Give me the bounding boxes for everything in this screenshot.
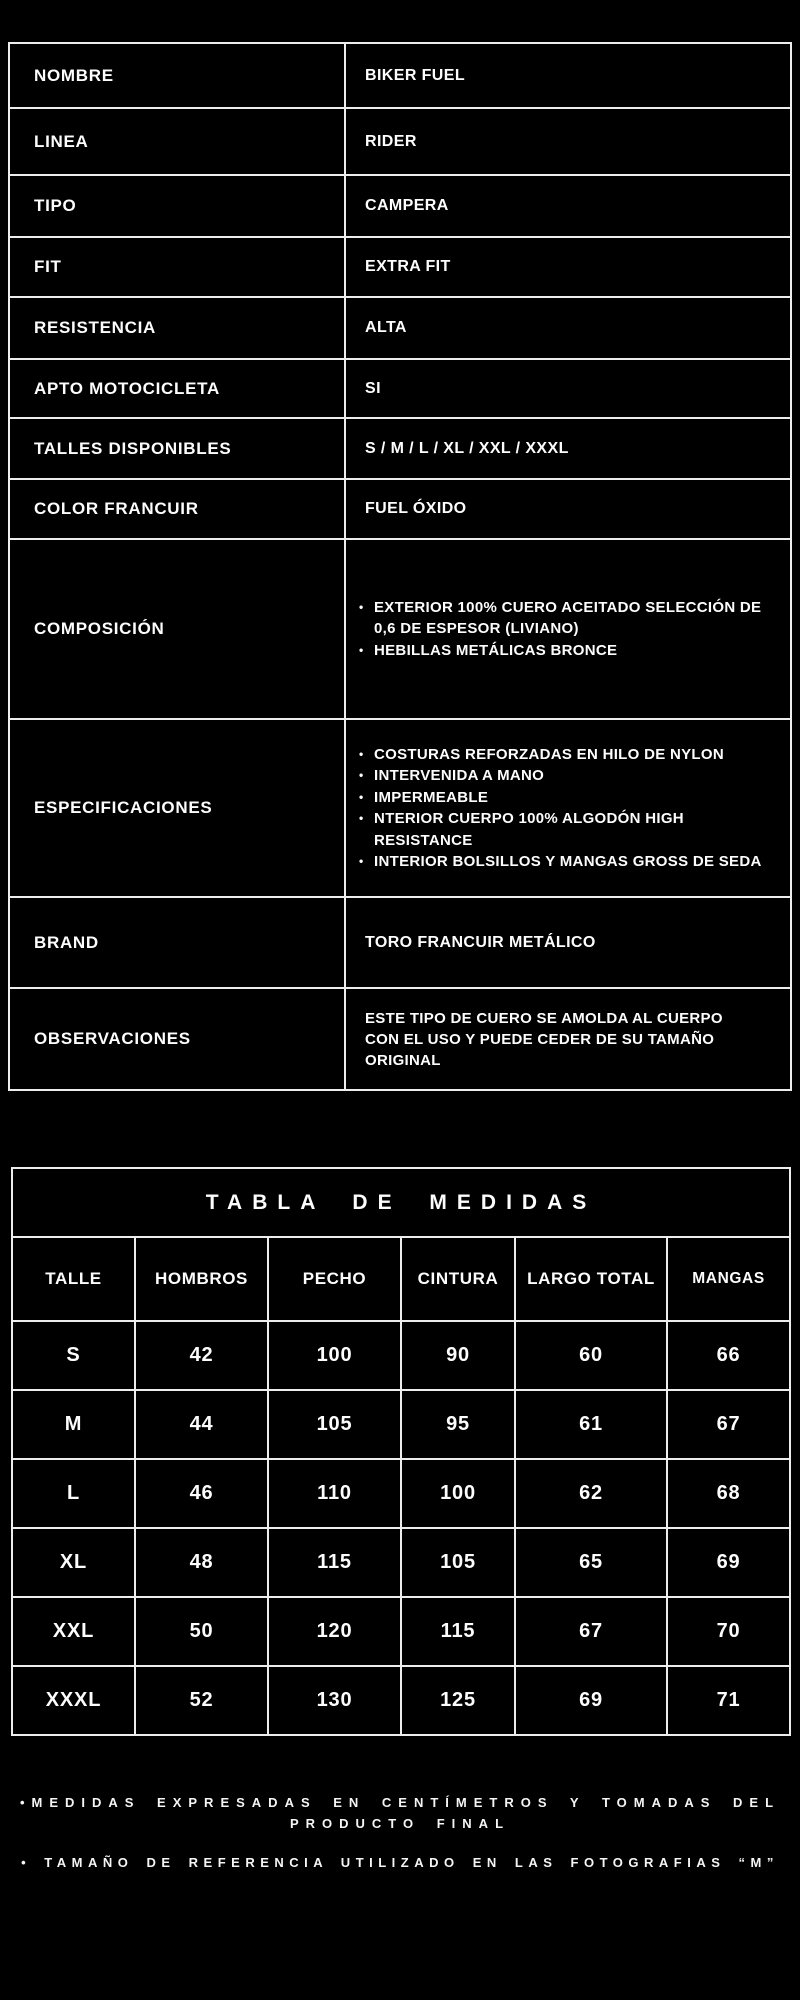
spec-value: CAMPERA (345, 175, 791, 237)
measure-cell: 125 (401, 1666, 515, 1735)
size-chart-title: TABLA DE MEDIDAS (12, 1168, 790, 1237)
bullet-item: • HEBILLAS METÁLICAS BRONCE (358, 640, 776, 662)
spec-value: FUEL ÓXIDO (345, 479, 791, 539)
size-cell: M (12, 1390, 135, 1459)
spec-label: OBSERVACIONES (9, 988, 345, 1090)
measure-cell: 120 (268, 1597, 401, 1666)
composicion-bullet-list (346, 597, 790, 662)
measure-cell: 95 (401, 1390, 515, 1459)
measure-cell: 70 (667, 1597, 790, 1666)
bullet-item: • INTERVENIDA A MANO (358, 765, 776, 787)
size-row-xl (12, 1528, 790, 1597)
column-header-talle: TALLE (12, 1237, 135, 1321)
size-chart-table (11, 1167, 791, 1736)
measure-cell: 105 (401, 1528, 515, 1597)
measure-cell: 105 (268, 1390, 401, 1459)
measure-cell: 44 (135, 1390, 268, 1459)
footnote-measures-in-cm: •MEDIDAS EXPRESADAS EN CENTÍMETROS Y TOMADAS DEL PRODUCTO FINAL (19, 1795, 781, 1831)
spec-label: COMPOSICIÓN (9, 539, 345, 719)
spec-row-observaciones (9, 988, 791, 1090)
measure-cell: 110 (268, 1459, 401, 1528)
spec-label: TALLES DISPONIBLES (9, 418, 345, 479)
spec-row-composicion (9, 539, 791, 719)
spec-value: EXTRA FIT (345, 237, 791, 297)
measure-cell: 48 (135, 1528, 268, 1597)
measure-cell: 69 (515, 1666, 667, 1735)
size-row-s (12, 1321, 790, 1390)
column-header-hombros: HOMBROS (135, 1237, 268, 1321)
spec-row-tipo (9, 175, 791, 237)
spec-row-nombre (9, 43, 791, 108)
measure-cell: 130 (268, 1666, 401, 1735)
spec-row-linea (9, 108, 791, 175)
spec-label: RESISTENCIA (9, 297, 345, 359)
bullet-item: • NTERIOR CUERPO 100% ALGODÓN HIGH RESISTANCE (358, 808, 776, 851)
spec-label: ESPECIFICACIONES (9, 719, 345, 897)
footnote-reference-size: • TAMAÑO DE REFERENCIA UTILIZADO EN LAS FOTOGRAFIAS “M” (21, 1855, 779, 1870)
spec-value: BIKER FUEL (345, 43, 791, 108)
size-chart-header-row (12, 1237, 790, 1321)
measure-cell: 67 (667, 1390, 790, 1459)
spec-value: ALTA (345, 297, 791, 359)
spec-value: SI (345, 359, 791, 418)
size-row-l (12, 1459, 790, 1528)
measure-cell: 62 (515, 1459, 667, 1528)
spec-row-brand (9, 897, 791, 988)
measure-cell: 115 (268, 1528, 401, 1597)
measure-cell: 100 (268, 1321, 401, 1390)
size-row-m (12, 1390, 790, 1459)
measure-cell: 68 (667, 1459, 790, 1528)
measure-cell: 90 (401, 1321, 515, 1390)
spec-label: LINEA (9, 108, 345, 175)
product-spec-table (8, 42, 792, 1091)
spec-label: COLOR FRANCUIR (9, 479, 345, 539)
measure-cell: 69 (667, 1528, 790, 1597)
spec-label: NOMBRE (9, 43, 345, 108)
spec-row-fit (9, 237, 791, 297)
measure-cell: 115 (401, 1597, 515, 1666)
spec-row-apto-motocicleta (9, 359, 791, 418)
measure-cell: 66 (667, 1321, 790, 1390)
column-header-mangas: MANGAS (667, 1237, 790, 1321)
measure-cell: 100 (401, 1459, 515, 1528)
size-cell: XXXL (12, 1666, 135, 1735)
size-chart-title-row (12, 1168, 790, 1237)
spec-value: S / M / L / XL / XXL / XXXL (345, 418, 791, 479)
size-row-xxxl (12, 1666, 790, 1735)
bullet-item: • INTERIOR BOLSILLOS Y MANGAS GROSS DE SEDA (358, 851, 776, 873)
measure-cell: 65 (515, 1528, 667, 1597)
size-cell: XXL (12, 1597, 135, 1666)
measure-cell: 61 (515, 1390, 667, 1459)
bullet-item: • COSTURAS REFORZADAS EN HILO DE NYLON (358, 744, 776, 766)
spec-value: RIDER (345, 108, 791, 175)
spec-row-color (9, 479, 791, 539)
spec-label: BRAND (9, 897, 345, 988)
spec-row-talles (9, 418, 791, 479)
especificaciones-bullet-list (346, 744, 790, 873)
measure-cell: 60 (515, 1321, 667, 1390)
size-cell: S (12, 1321, 135, 1390)
observaciones-text: ESTE TIPO DE CUERO SE AMOLDA AL CUERPO CON EL USO Y PUEDE CEDER DE SU TAMAÑO ORIGINAL (345, 988, 791, 1090)
column-header-cintura: CINTURA (401, 1237, 515, 1321)
measure-cell: 42 (135, 1321, 268, 1390)
bullet-item: • IMPERMEABLE (358, 787, 776, 809)
measure-cell: 46 (135, 1459, 268, 1528)
size-row-xxl (12, 1597, 790, 1666)
measure-cell: 67 (515, 1597, 667, 1666)
spec-label: FIT (9, 237, 345, 297)
spec-label: TIPO (9, 175, 345, 237)
measure-cell: 50 (135, 1597, 268, 1666)
spec-row-resistencia (9, 297, 791, 359)
bullet-item: • EXTERIOR 100% CUERO ACEITADO SELECCIÓN DE 0,6 DE ESPESOR (LIVIANO) (358, 597, 776, 640)
column-header-pecho: PECHO (268, 1237, 401, 1321)
size-cell: XL (12, 1528, 135, 1597)
spec-value: TORO FRANCUIR METÁLICO (345, 897, 791, 988)
spec-label: APTO MOTOCICLETA (9, 359, 345, 418)
column-header-largo-total: LARGO TOTAL (515, 1237, 667, 1321)
measure-cell: 71 (667, 1666, 790, 1735)
measure-cell: 52 (135, 1666, 268, 1735)
spec-row-especificaciones (9, 719, 791, 897)
size-cell: L (12, 1459, 135, 1528)
